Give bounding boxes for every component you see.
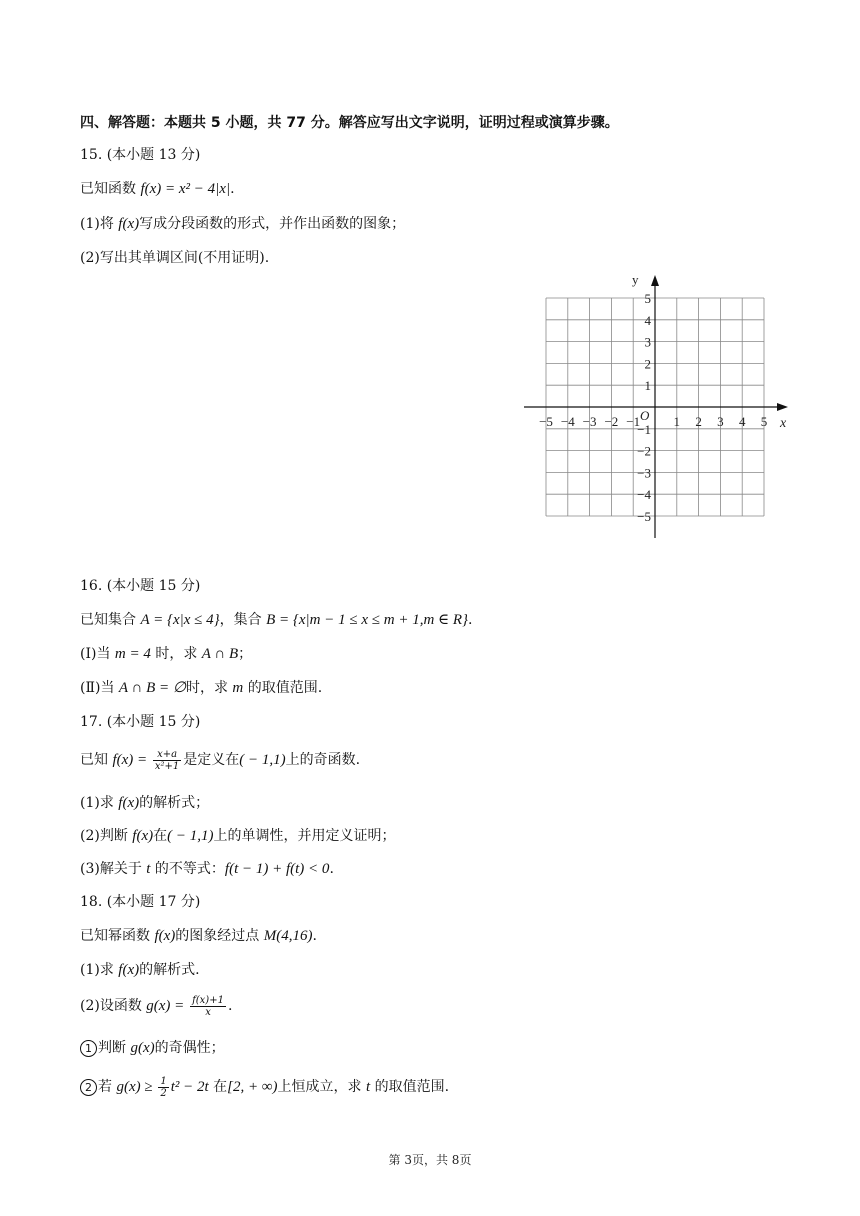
- x-tick-label: 4: [738, 414, 746, 429]
- y-tick-label: 1: [644, 378, 651, 394]
- q17-part-1: (1)求 f(x)的解析式；: [80, 795, 210, 811]
- x-tick-label: −3: [582, 414, 597, 429]
- x-axis-label: x: [780, 416, 787, 431]
- y-tick-label: 5: [644, 291, 651, 306]
- q18-sub-1: 1 判断 g(x)的奇偶性；: [80, 1039, 225, 1057]
- q17-stem: 已知 f(x) = $\frac{x+a}{\text{x²+1}}$ 是定义在( − 1,1)上的奇函数.: [80, 748, 361, 772]
- q17-part-2: (2)判断 f(x)在( − 1,1)上的单调性，并用定义证明；: [80, 828, 396, 844]
- q18-part-2: (2)设函数 g(x) = $\frac{f(x)+1}{x}$ .: [80, 994, 233, 1018]
- q15-stem: 已知函数 f(x) = x² − 4|x|.: [80, 181, 235, 197]
- y-tick-label: 4: [644, 312, 651, 328]
- q15-header: 15. (本小题 13 分): [80, 147, 201, 163]
- x-tick-label: −2: [604, 414, 619, 429]
- q18-stem: 已知幂函数 f(x)的图象经过点 M(4,16).: [80, 928, 317, 944]
- x-axis-arrow-icon: [777, 403, 788, 411]
- q16-header: 16. (本小题 15 分): [80, 578, 201, 594]
- y-tick-label: −2: [637, 443, 651, 459]
- q15-part-2: (2)写出其单调区间(不用证明).: [80, 250, 270, 266]
- x-tick-label: −1: [626, 414, 641, 429]
- q18-fraction: $\frac{f(x)+1}{x}$: [192, 994, 224, 1018]
- page-footer: 第 3页，共 8页: [388, 1153, 472, 1167]
- y-tick-label: −3: [637, 465, 651, 481]
- q17-fraction: $\frac{x+a}{\text{x²+1}}$: [154, 748, 180, 772]
- x-tick-label: 2: [695, 414, 702, 429]
- q18-part-1: (1)求 f(x)的解析式.: [80, 962, 200, 978]
- y-tick-label: 3: [644, 334, 651, 350]
- y-tick-label: −4: [637, 487, 651, 503]
- y-axis-arrow-icon: [651, 275, 659, 286]
- origin-label: O: [640, 408, 650, 423]
- x-tick-label: −5: [539, 414, 553, 429]
- circled-number-icon: 2: [80, 1079, 97, 1096]
- q16-part-2: (Ⅱ)当 A ∩ B = ∅时，求 m 的取值范围.: [80, 680, 323, 696]
- x-tick-label: 5: [760, 414, 768, 429]
- q18-half-fraction: $\frac{1}{2}$: [160, 1075, 167, 1099]
- coordinate-grid: [518, 268, 798, 543]
- y-tick-label: 2: [644, 356, 651, 372]
- q16-stem: 已知集合 A = {x|x ≤ 4}，集合 B = {x|m − 1 ≤ x ≤ m + 1,m ∈ R}.: [80, 612, 473, 628]
- y-tick-label: −1: [637, 421, 651, 437]
- q16-part-1: (Ⅰ)当 m = 4 时，求 A ∩ B；: [80, 646, 253, 662]
- q18-sub-2: 2 若 g(x) ≥ $\frac{1}{2}$ t² − 2t 在[2, + ∞)上恒成立，求 t 的取值范围.: [80, 1074, 449, 1100]
- x-tick-label: −4: [560, 414, 575, 429]
- circled-number-icon: 1: [80, 1040, 97, 1057]
- q18-header: 18. (本小题 17 分): [80, 894, 201, 910]
- y-axis-label: y: [632, 272, 639, 287]
- y-tick-label: −5: [637, 509, 651, 524]
- q15-part-1: (1)将 f(x)写成分段函数的形式，并作出函数的图象；: [80, 216, 406, 232]
- q17-header: 17. (本小题 15 分): [80, 714, 201, 730]
- x-tick-label: 3: [717, 414, 724, 429]
- q17-part-3: (3)解关于 t 的不等式：f(t − 1) + f(t) < 0.: [80, 861, 334, 877]
- section-title: 四、解答题：本题共 5 小题，共 77 分。解答应写出文字说明，证明过程或演算步骤。: [80, 115, 619, 131]
- q15-function-formula: f(x) = x² − 4|x|: [140, 181, 231, 197]
- x-tick-label: 1: [673, 414, 681, 429]
